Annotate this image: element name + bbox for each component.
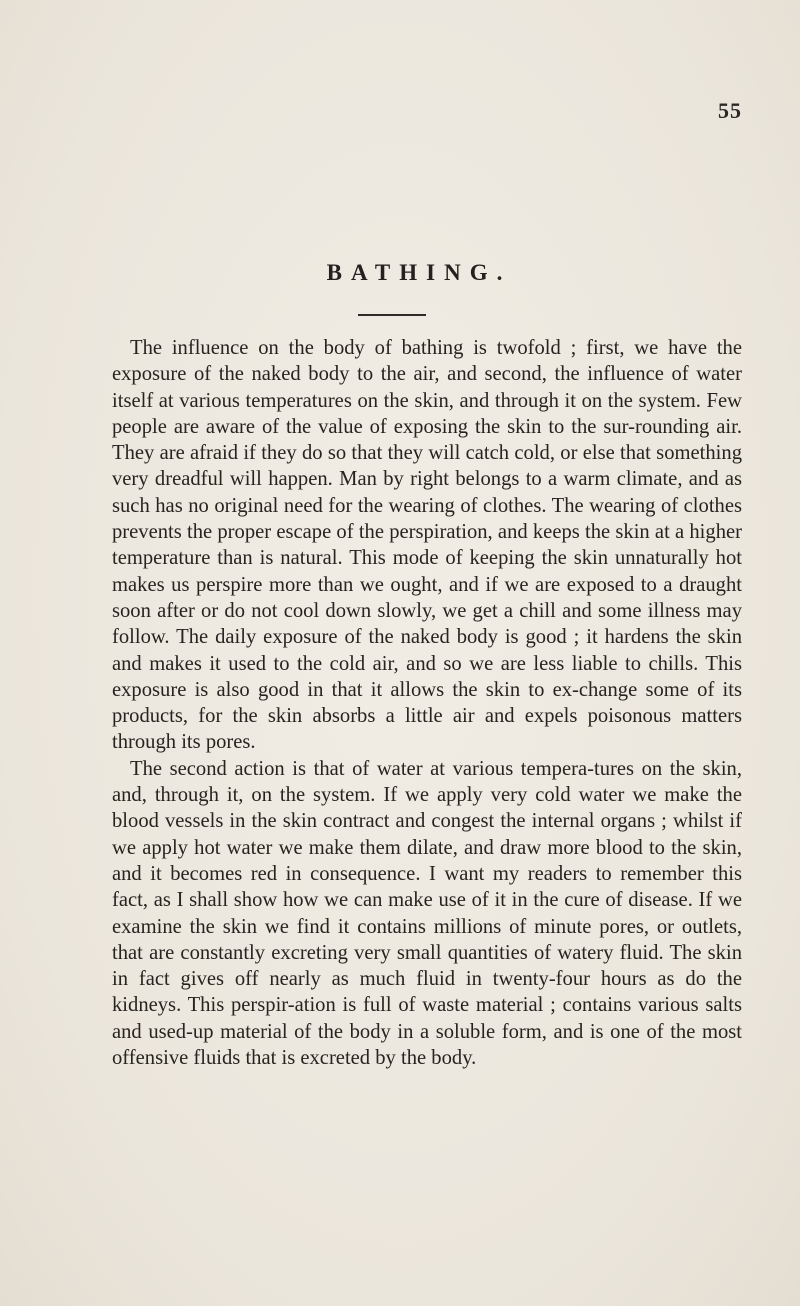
title-divider [358,314,426,316]
body-text [112,335,742,1071]
paragraph-2: The second action is that of water at various tempera-tures on the skin, and, through it, on the system. If we apply very cold water we make the blood vessels in the skin contract and congest the internal organs ; whilst if we apply hot water we make them dilate, and draw more blood to the skin, and it becomes red in consequence. I want my readers to remember this fact, as I shall show how we can make use of it in the cure of disease. If we examine the skin we find it contains millions of minute pores, or outlets, that are constantly excreting very small quantities of watery fluid. The skin in fact gives off nearly as much fluid in twenty-four hours as do the kidneys. This perspir-ation is full of waste material ; contains various salts and used-up material of the body in a soluble form, and is one of the most offensive fluids that is excreted by the body. [112,757,742,1070]
page-number: 55 [718,98,742,123]
paragraph-1: The influence on the body of bathing is twofold ; first, we have the exposure of the naked body to the air, and second, the influence of water itself at various temperatures on the skin, and through it on the system. Few people are aware of the value of exposing the skin to the sur-rounding air. They are afraid if they do so that they will catch cold, or else that something very dreadful will happen. Man by right belongs to a warm climate, and as such has no original need for the wearing of clothes. The wearing of clothes prevents the proper escape of the perspiration, and keeps the skin at a higher temperature than is natural. This mode of keeping the skin unnaturally hot makes us perspire more than we ought, and if we are exposed to a draught soon after or do not cool down slowly, we get a chill and some illness may follow. The daily exposure of the naked body is good ; it hardens the skin and makes it used to the cold air, and so we are less liable to chills. This exposure is also good in that it allows the skin to ex-change some of its products, for the skin absorbs a little air and expels poisonous matters through its pores. [112,337,742,754]
chapter-title: BATHING. [326,260,512,285]
